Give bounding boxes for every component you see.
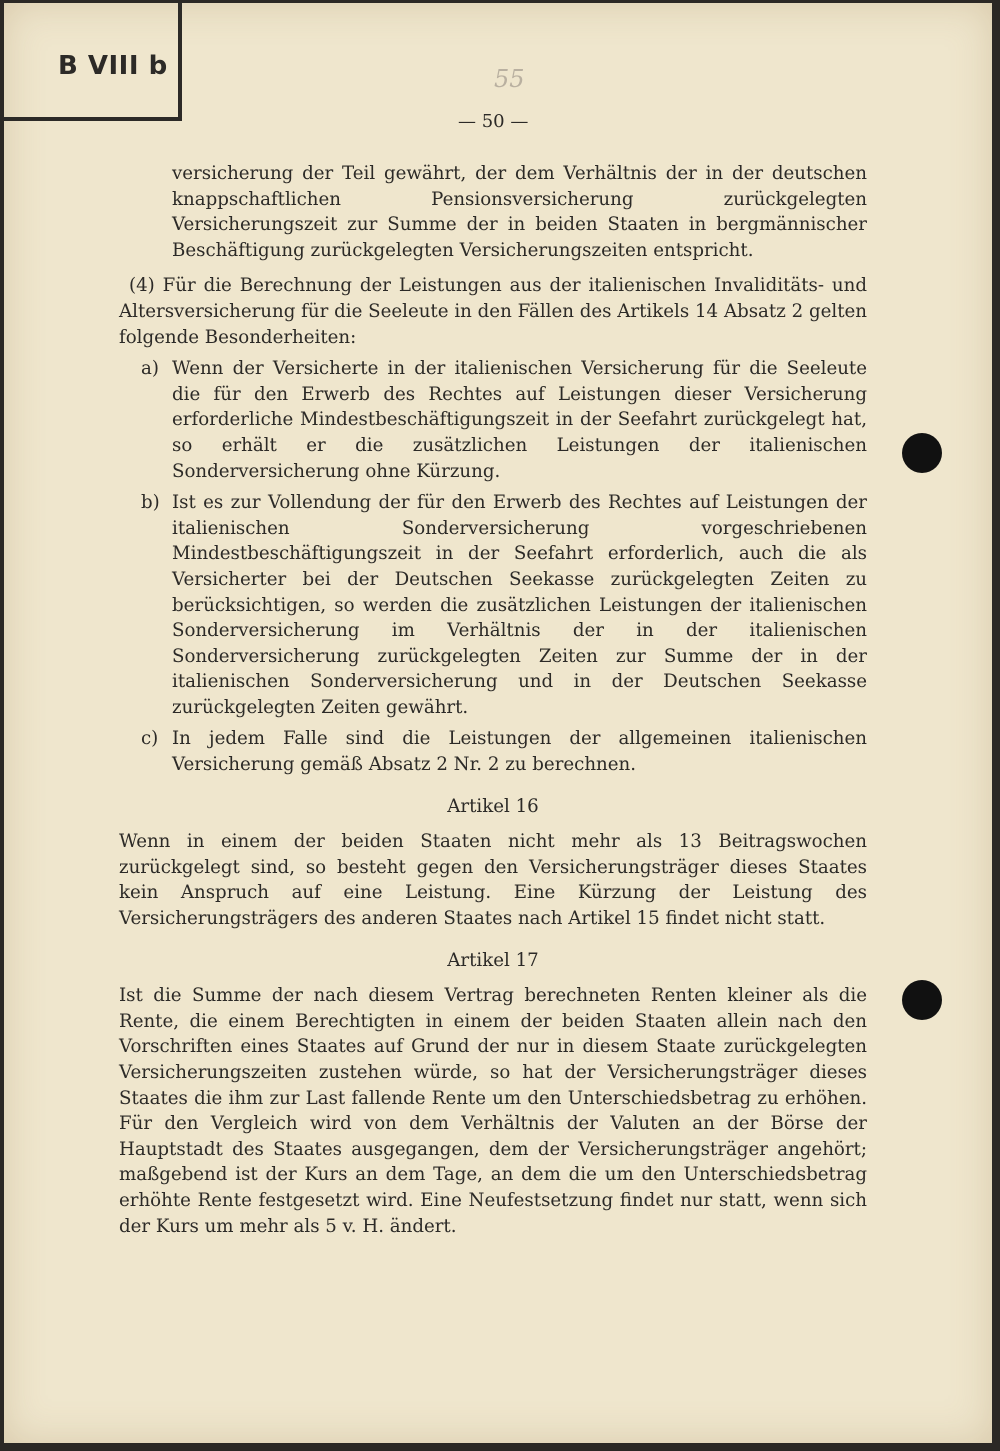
punch-hole-bottom <box>902 980 942 1020</box>
paragraph-4: (4) Für die Berechnung der Leistungen aus der italienischen Invaliditäts- und Altersversicherung für die Seeleute in den Fällen des Artikels 14 Absatz 2 gelten folgende Besonderheiten: <box>119 275 867 348</box>
punch-hole-top <box>902 433 942 473</box>
article-17-text: Ist die Summe der nach diesem Vertrag berechneten Renten kleiner als die Rente, die einem Berechtigten in einem der beiden Staaten allein nach den Vorschriften eines Staates auf Grund der nur in diesem Staate zurückgelegten Versicherungszeiten zustehen würde, so hat der Versicherungsträger dieses Staates die ihm zur Last fallende Rente um den Unterschiedsbetrag zu erhöhen. Für den Vergleich wird von dem Verhältnis der Valuten an der Börse der Hauptstadt des Staates ausgegangen, dem der Versicherungsträger angehört; maßgebend ist der Kurs an dem Tage, an dem die um den Unterschiedsbetrag erhöhte Rente festgesetzt wird. Eine Neufestsetzung findet nur statt, wenn sich der Kurs um mehr als 5 v. H. ändert. <box>119 985 867 1237</box>
list-item-a <box>119 356 867 484</box>
article-16-heading: Artikel 16 <box>447 795 539 817</box>
list-label: c) <box>141 728 159 750</box>
list-label: a) <box>141 358 159 380</box>
article-16-text: Wenn in einem der beiden Staaten nicht mehr als 13 Beitragswochen zurückgelegt sind, so besteht gegen den Versicherungsträger dieses Staates kein Anspruch auf eine Leistung. Eine Kürzung der Leistung des Versicherungsträgers des anderen Staates nach Artikel 15 findet nicht statt. <box>119 831 867 930</box>
section-tag: B VIII b <box>58 51 168 81</box>
article-17-heading: Artikel 17 <box>447 949 539 971</box>
list-item-b <box>119 490 867 720</box>
intro-paragraph: versicherung der Teil gewährt, der dem Verhältnis der in der deutschen knappschaftlichen Pensionsversicherung zurückgelegten Versicherungszeit zur Summe der in beiden Staaten in bergmännischer Beschäftigung zurückgelegten Versicherungszeiten entspricht. <box>172 163 867 261</box>
list-text: Wenn der Versicherte in der italienischen Versicherung für die Seeleute die für den Erwerb des Rechtes auf Leistungen dieser Versicherung erforderliche Mindestbeschäftigungszeit in der Seefahrt zurückgelegt hat, so erhält er die zusätzlichen Leistungen der italienischen Sonderversicherung ohne Kürzung. <box>172 358 867 482</box>
document-body <box>119 161 867 1239</box>
list-item-c <box>119 726 867 777</box>
handwritten-note: 55 <box>494 65 525 93</box>
page-number: — 50 — <box>458 111 529 132</box>
list-text: Ist es zur Vollendung der für den Erwerb des Rechtes auf Leistungen der italienischen Sonderversicherung vorgeschriebenen Mindestbeschäftigungszeit in der Seefahrt erforderlich, auch die als Versicherter bei der Deutschen Seekasse zurückgelegten Zeiten zu berücksichtigen, so werden die zusätzlichen Leistungen der italienischen Sonderversicherung im Verhältnis der in der italienischen Sonderversicherung zurückgelegten Zeiten zur Summe der in der italienischen Sonderversicherung und in der Deutschen Seekasse zurückgelegten Zeiten gewährt. <box>172 492 867 718</box>
list-label: b) <box>141 492 160 514</box>
section-tag-box <box>4 3 182 121</box>
list-text: In jedem Falle sind die Leistungen der allgemeinen italienischen Versicherung gemäß Absatz 2 Nr. 2 zu berechnen. <box>172 728 867 776</box>
document-page <box>4 3 992 1443</box>
